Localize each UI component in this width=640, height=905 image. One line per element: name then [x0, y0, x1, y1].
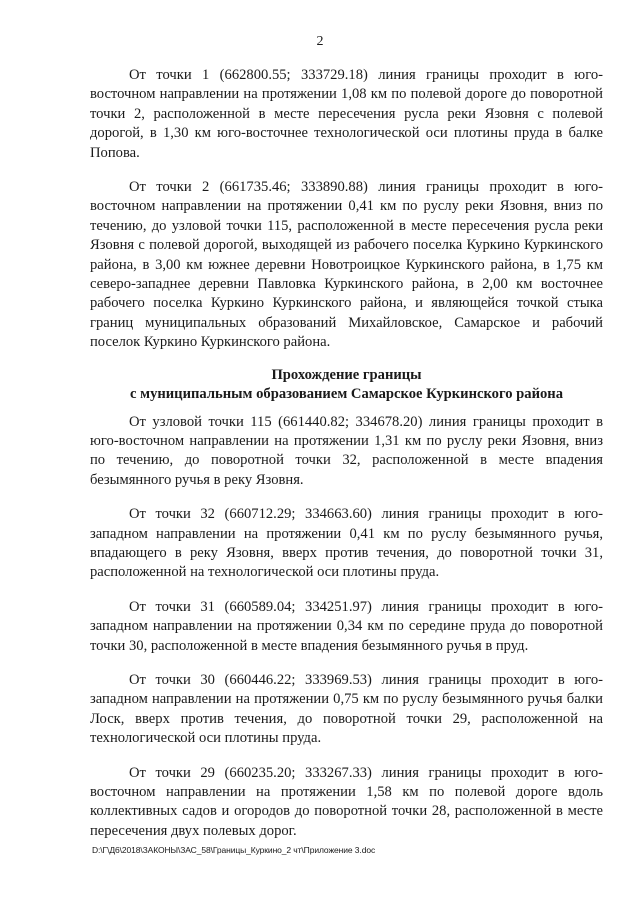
footer-file-path: D:\Г\Д6\2018\ЗАКОНЫ\ЗАС_58\Границы_Куркино_2 чт\Приложение 3.doc: [92, 845, 376, 855]
paragraph-point-2: От точки 2 (661735.46; 333890.88) линия границы проходит в юго-восточном направлении на протяжении 0,41 км по руслу реки Язовня, вниз по течению, до узловой точки 115, расположенной в месте пересечения русла реки Язовня с полевой дорогой, выходящей из рабочего поселка Куркино Куркинского района, в 3,00 км южнее деревни Новотроицкое Куркинского района, в 1,75 км северо-западнее деревни Павловка Куркинского района, в 2,00 км восточнее рабочего поселка Куркино Куркинского района, и являющейся точкой стыка границ муниципальных образований Михайловское, Самарское и рабочий поселок Куркино Куркинского района.: [90, 179, 603, 351]
paragraph-point-1: От точки 1 (662800.55; 333729.18) линия границы проходит в юго-восточном направлении на протяжении 1,08 км по полевой дороге до поворотной точки 2, расположенной в месте пересечения русла реки Язовня с полевой дорогой, в 1,30 км юго-восточнее технологической оси плотины пруда в балке Попова.: [90, 67, 603, 161]
paragraph-point-31: От точки 31 (660589.04; 334251.97) линия границы проходит в юго-западном направлении на протяжении 0,34 км по середине пруда до поворотной точки 30, расположенной в месте впадения безымянного ручья в пруд.: [90, 598, 603, 654]
section-heading-line-2: с муниципальным образованием Самарское Куркинского района: [130, 386, 563, 403]
section-heading-line-1: Прохождение границы: [271, 366, 422, 383]
page-number: 2: [316, 34, 324, 49]
document-body: [90, 66, 603, 856]
paragraph-point-115: От узловой точки 115 (661440.82; 334678.20) линия границы проходит в юго-восточном направлении на протяжении 1,31 км по руслу реки Язовня, вниз по течению, до поворотной точки 32, расположенной в месте впадения безымянного ручья в реку Язовня.: [90, 413, 603, 488]
paragraph-point-29: От точки 29 (660235.20; 333267.33) линия границы проходит в юго-восточном направлении на протяжении 1,58 км по полевой дороге вдоль коллективных садов и огородов до поворотной точки 28, расположенной в месте пересечения двух полевых дорог.: [90, 764, 603, 839]
paragraph-point-32: От точки 32 (660712.29; 334663.60) линия границы проходит в юго-западном направлении на протяжении 0,41 км по руслу безымянного ручья, впадающего в реку Язовня, вверх против течения, до поворотной точки 31, расположенной на технологической оси плотины пруда.: [90, 506, 603, 581]
paragraph-point-30: От точки 30 (660446.22; 333969.53) линия границы проходит в юго-западном направлении на протяжении 0,75 км по руслу безымянного ручья балки Лоск, вверх против течения, до поворотной точки 29, расположенной на технологической оси плотины пруда.: [90, 671, 603, 747]
section-heading: [90, 366, 603, 405]
